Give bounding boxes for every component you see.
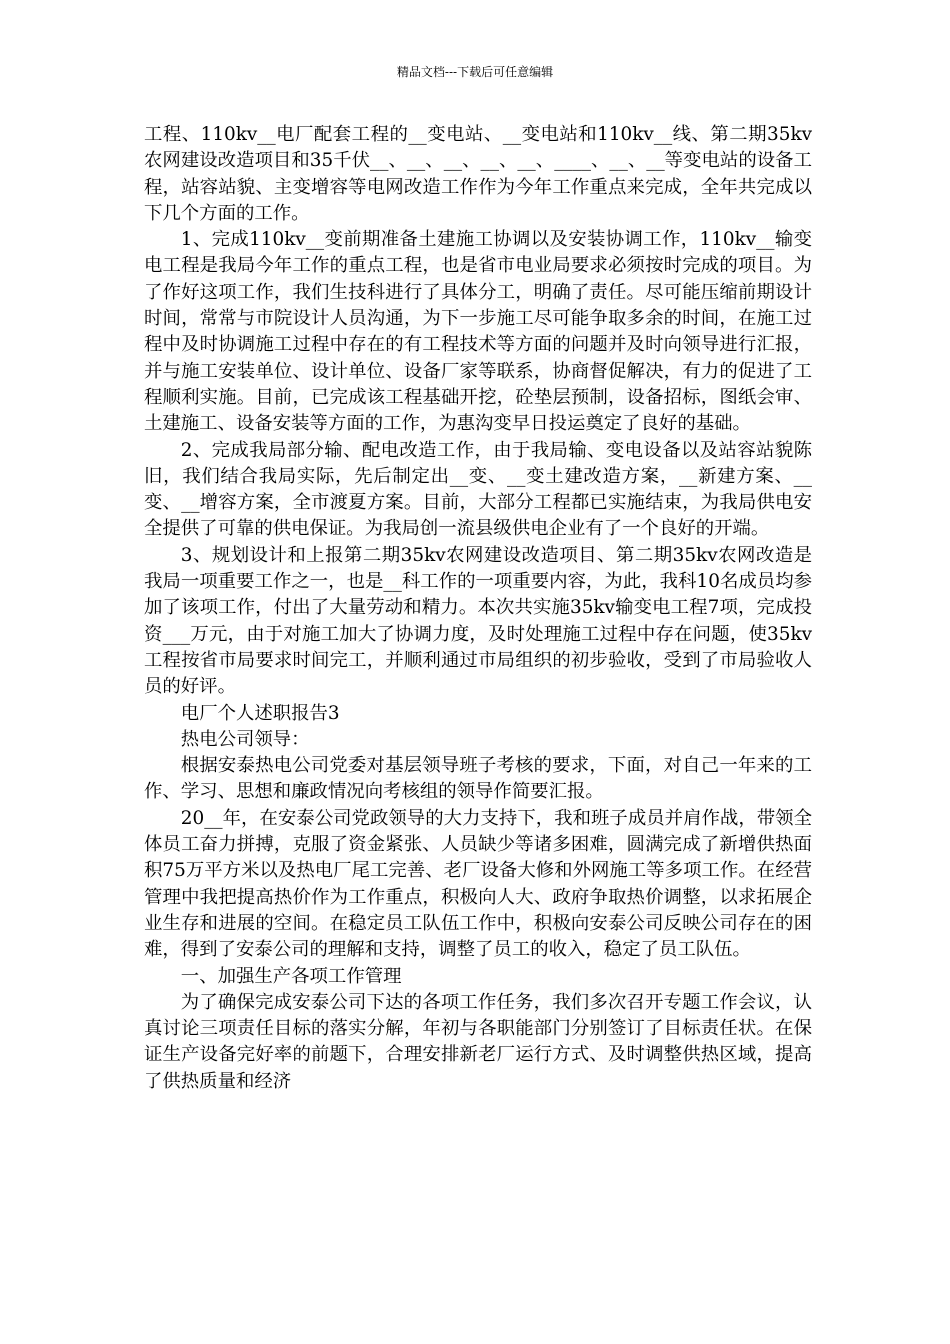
- paragraph-year-summary: 20__年，在安泰公司党政领导的大力支持下，我和班子成员并肩作战，带领全体员工奋力拼搏，克服了资金紧张、人员缺少等诸多困难，圆满完成了新增供热面积75万平方米以及热电厂尾工完善、老厂设备大修和外网施工等多项工作。在经营管理中我把提高热价作为工作重点，积极向人大、政府争取热价调整，以求拓展企业生存和进展的空间。在稳定员工队伍工作中，积极向安泰公司反映公司存在的困难，得到了安泰公司的理解和支持，调整了员工的收入，稳定了员工队伍。: [144, 807, 812, 961]
- section-heading: 一、加强生产各项工作管理: [180, 965, 402, 987]
- paragraph-intro: 工程、110kv__电厂配套工程的__变电站、__变电站和110kv__线、第二期35kv农网建设改造项目和35千伏__、__、__、__、__、____、__、__等变电站的设备工程，站容站貌、主变增容等电网改造工作作为今年工作重点来完成，全年共完成以下几个方面的工作。: [144, 124, 812, 224]
- paragraph-item-1: 1、完成110kv__变前期准备土建施工协调以及安装协调工作，110kv__输变电工程是我局今年工作的重点工程，也是省市电业局要求必须按时完成的项目。为了作好这项工作，我们生技科进行了具体分工，明确了责任。尽可能压缩前期设计时间，常常与市院设计人员沟通，为下一步施工尽可能争取多余的时间，在施工过程中及时协调施工过程中存在的有工程技术等方面的问题并及时向领导进行汇报，并与施工安装单位、设计单位、设备厂家等联系，协商督促解决，有力的促进了工程顺利实施。目前，已完成该工程基础开挖，砼垫层预制，设备招标，图纸会审、土建施工、设备安装等方面的工作，为惠沟变早日投运奠定了良好的基础。: [144, 229, 812, 435]
- report-title: 电厂个人述职报告3: [180, 702, 340, 724]
- paragraph-item-3: 3、规划设计和上报第二期35kv农网建设改造项目、第二期35kv农网改造是我局一项重要工作之一，也是__科工作的一项重要内容，为此，我科10名成员均参加了该项工作，付出了大量劳动和精力。本次共实施35kv输变电工程7项，完成投资___万元，由于对施工加大了协调力度，及时处理施工过程中存在问题，使35kv工程按省市局要求时间完工，并顺利通过市局组织的初步验收，受到了市局验收人员的好评。: [144, 544, 812, 698]
- paragraph-opening: 根据安泰热电公司党委对基层领导班子考核的要求，下面，对自己一年来的工作、学习、思想和廉政情况向考核组的领导作简要汇报。: [144, 755, 812, 803]
- document-body: [144, 122, 812, 1095]
- paragraph-production: 为了确保完成安泰公司下达的各项工作任务，我们多次召开专题工作会议，认真讨论三项责任目标的落实分解，年初与各职能部门分别签订了目标责任状。在保证生产设备完好率的前题下，合理安排新老厂运行方式、及时调整供热区域，提高了供热质量和经济: [144, 991, 812, 1092]
- page-header: 精品文档---下载后可任意编辑: [396, 65, 554, 79]
- paragraph-item-2: 2、完成我局部分输、配电改造工作，由于我局输、变电设备以及站容站貌陈旧，我们结合我局实际，先后制定出__变、__变土建改造方案，__新建方案、__变、__增容方案，全市渡夏方案。目前，大部分工程都已实施结束，为我局供电安全提供了可靠的供电保证。为我局创一流县级供电企业有了一个良好的开端。: [144, 439, 812, 540]
- salutation: 热电公司领导：: [180, 728, 310, 750]
